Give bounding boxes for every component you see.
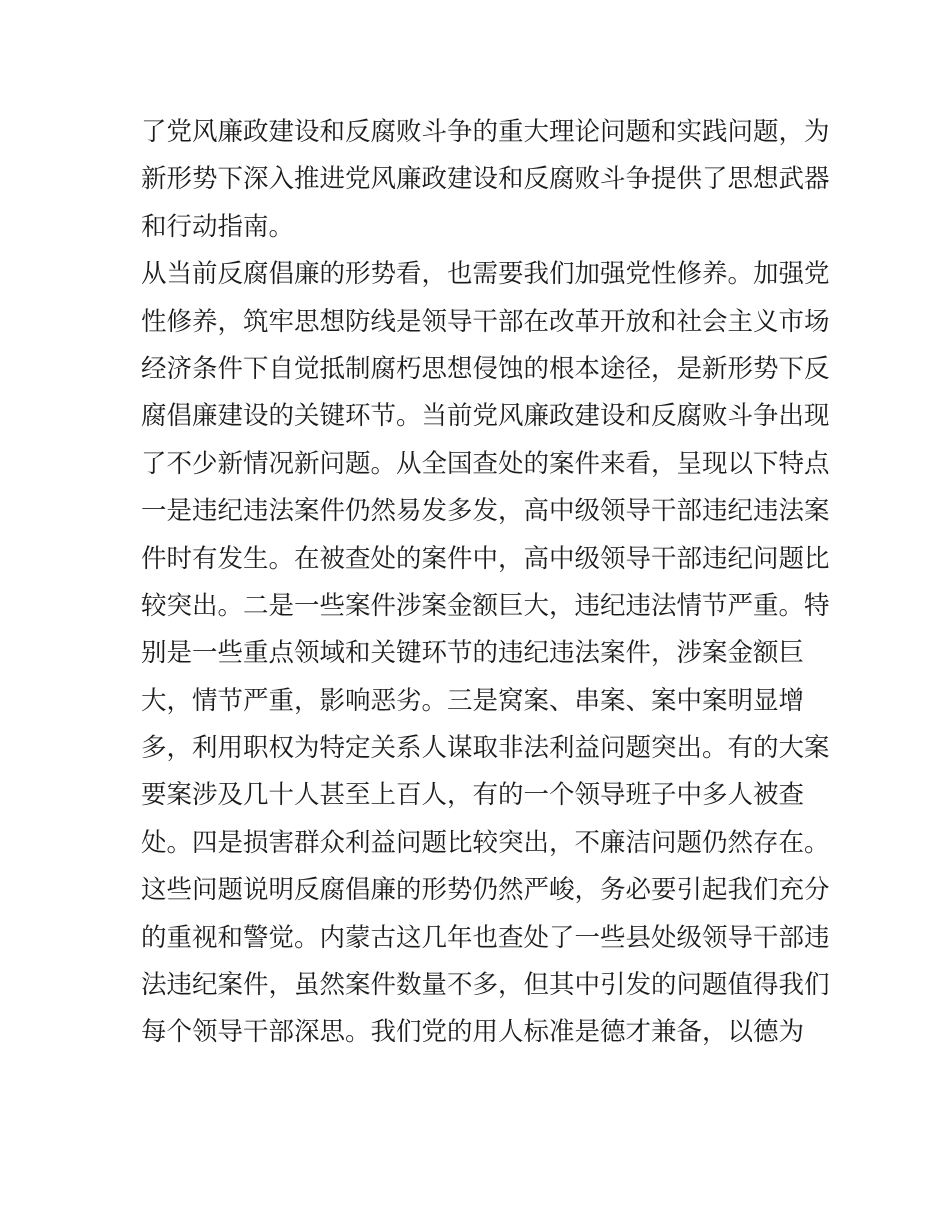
text-line: 从当前反腐倡廉的形势看，也需要我们加强党性修养。加强党 xyxy=(141,259,830,290)
text-line: 要案涉及几十人甚至上百人，有的一个领导班子中多人被查 xyxy=(141,780,805,811)
text-line: 的重视和警觉。内蒙古这几年也查处了一些县处级领导干部违 xyxy=(141,922,830,953)
text-line: 了党风廉政建设和反腐败斗争的重大理论问题和实践问题，为 xyxy=(141,117,830,147)
text-line: 新形势下深入推进党风廉政建设和反腐败斗争提供了思想武器 xyxy=(141,164,830,195)
text-line: 了不少新情况新问题。从全国查处的案件来看，呈现以下特点 xyxy=(141,448,830,479)
text-line: 和行动指南。 xyxy=(141,211,295,242)
text-line: 较突出。二是一些案件涉案金额巨大，违纪违法情节严重。特 xyxy=(141,590,830,621)
text-line: 这些问题说明反腐倡廉的形势仍然严峻，务必要引起我们充分 xyxy=(141,875,830,906)
text-line: 处。四是损害群众利益问题比较突出，不廉洁问题仍然存在。 xyxy=(141,827,830,858)
text-line: 一是违纪违法案件仍然易发多发，高中级领导干部违纪违法案 xyxy=(141,496,830,527)
text-line: 性修养，筑牢思想防线是领导干部在改革开放和社会主义市场 xyxy=(141,306,830,337)
text-line: 件时有发生。在被查处的案件中，高中级领导干部违纪问题比 xyxy=(141,543,830,574)
text-line: 腐倡廉建设的关键环节。当前党风廉政建设和反腐败斗争出现 xyxy=(141,401,830,432)
text-line: 每个领导干部深思。我们党的用人标准是德才兼备，以德为 xyxy=(141,1017,805,1048)
text-line: 大，情节严重，影响恶劣。三是窝案、串案、案中案明显增 xyxy=(141,685,805,716)
text-line: 法违纪案件，虽然案件数量不多，但其中引发的问题值得我们 xyxy=(141,970,830,1001)
text-line: 别是一些重点领域和关键环节的违纪违法案件，涉案金额巨 xyxy=(141,638,805,669)
text-line: 多，利用职权为特定关系人谋取非法利益问题突出。有的大案 xyxy=(141,733,830,764)
body-text xyxy=(141,109,830,1057)
text-line: 经济条件下自觉抵制腐朽思想侵蚀的根本途径，是新形势下反 xyxy=(141,353,830,384)
